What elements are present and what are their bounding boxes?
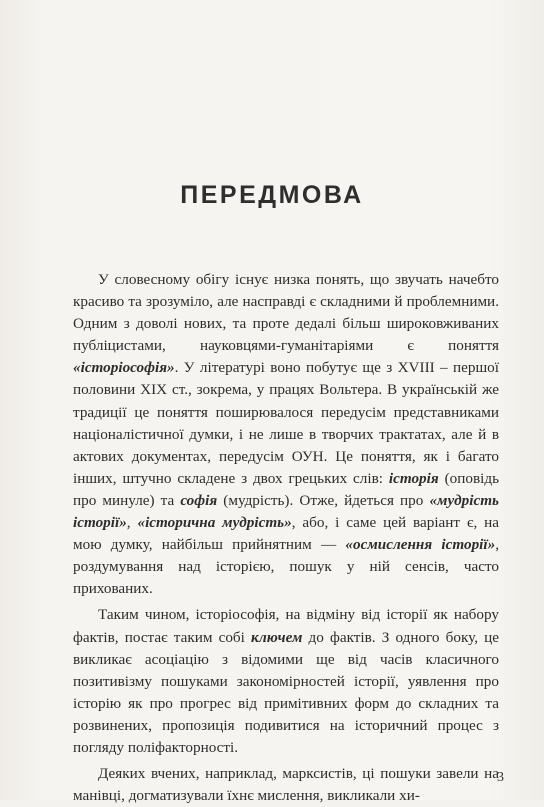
emphasized-term: «історична мудрість» <box>137 514 292 532</box>
text-run: , <box>126 514 138 532</box>
text-run: Деяких вчених, наприклад, марксистів, ці пошуки завели на манівці, догматизували їхнє мислення, викликали хи- <box>73 765 499 805</box>
text-run: (оповідь про минуле) та <box>73 469 499 509</box>
body-text <box>73 269 499 807</box>
text-run: (мудрість). Отже, йдеться про <box>217 491 430 509</box>
emphasized-term: ключем <box>251 628 303 646</box>
emphasized-term: «історіософія» <box>73 359 175 377</box>
text-run: , роздумування над історією, пошук у ній сенсів, часто прихованих. <box>73 536 499 598</box>
text-run: до фактів. З одного боку, це викликає асоціацію з відомими ще від часів класичного позитивізму пошуками закономірностей історії, уявлення про історію як про прогрес від примітивних форм до складних та розвинених, пропозиція подивитися на історичний процес з погляду поліфакторності. <box>73 628 499 756</box>
emphasized-term: «осмислення історії» <box>345 536 496 554</box>
page-number: 3 <box>497 770 504 785</box>
emphasized-term: «мудрість історії» <box>73 491 499 532</box>
paragraph-1 <box>73 269 499 600</box>
text-run: Таким чином, історіософія, на відміну від історії як набору фактів, постає таким собі <box>73 606 499 646</box>
chapter-heading: ПЕРЕДМОВА <box>180 181 364 209</box>
text-run: . У літературі воно побутує ще з XVIII – першої половини XIX ст., зокрема, у працях Вольтера. В українській же традиції це поняття поширювалося передусім представниками націоналістичної думки, і не лише в творчих трактатах, але й в актових документах, передусім ОУН. Це поняття, як і багато інших, штучно складене з двох грецьких слів: <box>73 359 499 487</box>
paragraph-3 <box>73 763 499 807</box>
text-run: , або, і саме цей варіант є, на мою думку, найбільш прийнятним — <box>73 514 500 554</box>
text-run: У словесному обігу існує низка понять, що звучать начебто красиво та зрозуміло, але насправді є складними й проблемними. Одним з доволі нових, та проте дедалі більш широковживаних публіцистами, науковцями-гуманітаріями є поняття <box>73 271 499 355</box>
emphasized-term: історія <box>388 469 439 487</box>
emphasized-term: софія <box>180 491 218 509</box>
paragraph-2 <box>73 604 499 759</box>
